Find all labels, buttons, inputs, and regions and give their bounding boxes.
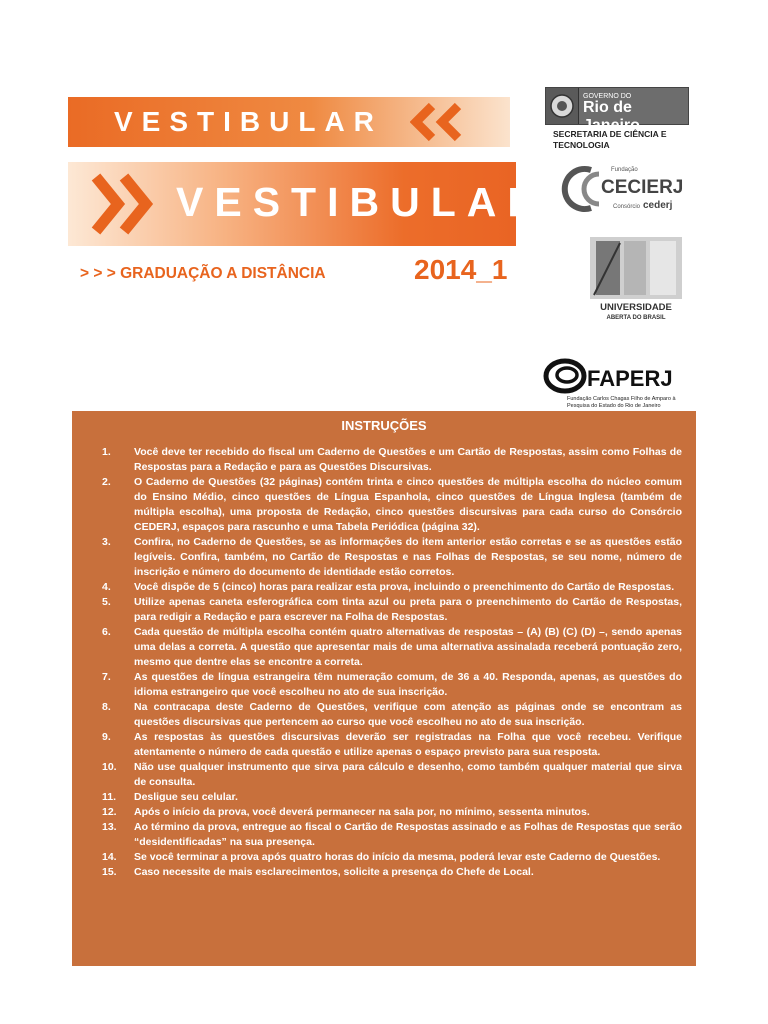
instructions-box	[72, 411, 696, 966]
instruction-item	[72, 865, 696, 880]
instructions-title: INSTRUÇÕES	[341, 418, 427, 433]
instruction-item	[72, 730, 696, 760]
instruction-item	[72, 760, 696, 790]
instruction-text: Cada questão de múltipla escolha contém quatro alternativas de respostas – (A) (B) (C) (D) –, sendo apenas uma delas a correta. A questão que apresentar mais de uma alternativa assinalada receberá pontuação zero, mesmo que dentre elas se encontre a correta.	[134, 626, 682, 668]
consorcio-text: Consórcio	[613, 204, 641, 210]
instruction-number: 9.	[102, 731, 111, 743]
state-seal-icon	[546, 88, 579, 124]
gov-big-text: Rio de Janeiro	[583, 99, 640, 134]
cederj-text: cederj	[643, 200, 673, 211]
uab-line1: UNIVERSIDADE	[600, 302, 672, 313]
gov-small-text: GOVERNO DO	[583, 93, 632, 100]
instruction-text: Confira, no Caderno de Questões, se as informações do item anterior estão corretas e se as questões estão legíveis. Confira, também, no Cartão de Respostas e nas Folhas de Respostas, se seu nome, número de inscrição e número do documento de identidade estão corretos.	[134, 536, 682, 578]
instruction-text: Não use qualquer instrumento que sirva para cálculo e desenho, como também qualquer material que sirva de consulta.	[134, 761, 682, 788]
instruction-item	[72, 670, 696, 700]
instruction-text: O Caderno de Questões (32 páginas) contém trinta e cinco questões de múltipla escolha do núcleo comum do Ensino Médio, cinco questões de Língua Espanhola, cinco questões de Língua Inglesa (também de múltipla escolha), uma proposta de Redação, cinco questões discursivas para cada curso do Consórcio CEDERJ, espaços para rascunho e uma Tabela Periódica (página 32).	[134, 476, 682, 533]
exam-year: 2014_1	[414, 254, 508, 285]
double-chevron-left-icon	[410, 101, 470, 143]
faperj-subtitle: Fundação Carlos Chagas Filho de Amparo à Pesquisa do Estado do Rio de Janeiro	[567, 396, 676, 409]
instruction-number: 5.	[102, 596, 111, 608]
instruction-text: As respostas às questões discursivas deverão ser registradas na Folha que você recebeu. Verifique atentamente o número de cada questão e utilize apenas o espaço previsto para sua resposta.	[134, 731, 682, 758]
uab-line2: ABERTA DO BRASIL	[606, 315, 666, 321]
fundacao-text: Fundação	[611, 167, 638, 173]
instruction-item	[72, 805, 696, 820]
course-subtitle: > > > GRADUAÇÃO A DISTÂNCIA	[80, 265, 326, 282]
instruction-text: Ao término da prova, entregue ao fiscal o Cartão de Respostas assinado e as Folhas de Respostas que serão “desidentificadas” na sua presença.	[134, 821, 682, 848]
governo-rj-logo	[545, 87, 689, 134]
instruction-item	[72, 790, 696, 805]
cecierj-text: CECIERJ	[601, 177, 684, 198]
instruction-item	[72, 595, 696, 625]
instruction-text: As questões de língua estrangeira têm numeração comum, de 36 a 40. Responda, apenas, as questões do idioma estrangeiro que você escolheu no ato de sua inscrição.	[134, 671, 682, 698]
instruction-number: 6.	[102, 626, 111, 638]
instruction-text: Caso necessite de mais esclarecimentos, solicite a presença do Chefe de Local.	[134, 866, 534, 878]
instruction-number: 7.	[102, 671, 111, 683]
instruction-text: Após o início da prova, você deverá permanecer na sala por, no mínimo, sessenta minutos.	[134, 806, 590, 818]
instructions-list	[72, 445, 696, 880]
uab-logo	[590, 237, 682, 323]
instruction-number: 8.	[102, 701, 111, 713]
cecierj-logo	[561, 160, 686, 218]
instruction-item	[72, 820, 696, 850]
instruction-text: Na contracapa deste Caderno de Questões, verifique com atenção as páginas onde se encontram as questões discursivas que pertencem ao curso que você escolheu no ato de sua inscrição.	[134, 701, 682, 728]
instruction-number: 3.	[102, 536, 111, 548]
instruction-number: 10.	[102, 761, 117, 773]
instruction-item	[72, 625, 696, 670]
header-banner-main	[68, 162, 548, 246]
instruction-number: 4.	[102, 581, 111, 593]
instruction-item	[72, 475, 696, 535]
double-chevron-right-icon	[90, 171, 160, 237]
instruction-text: Desligue seu celular.	[134, 791, 238, 803]
instruction-item	[72, 535, 696, 580]
instruction-item	[72, 580, 696, 595]
instruction-text: Se você terminar a prova após quatro horas do início da mesma, poderá levar este Caderno de Questões.	[134, 851, 661, 863]
instruction-number: 14.	[102, 851, 117, 863]
instruction-text: Você deve ter recebido do fiscal um Caderno de Questões e um Cartão de Respostas, assim como Folhas de Respostas para a Redação e para as Questões Discursivas.	[134, 446, 682, 473]
instruction-item	[72, 700, 696, 730]
instruction-number: 13.	[102, 821, 117, 833]
header-banner-top	[68, 97, 510, 147]
faperj-text: FAPERJ	[587, 366, 673, 391]
instruction-number: 11.	[102, 791, 117, 803]
instruction-number: 1.	[102, 446, 111, 458]
instruction-number: 15.	[102, 866, 117, 878]
instruction-text: Utilize apenas caneta esferográfica com tinta azul ou preta para o preenchimento do Cartão de Respostas, para redigir a Redação e para escrever na Folha de Respostas.	[134, 596, 682, 623]
instruction-item	[72, 850, 696, 865]
banner-top-title: VESTIBULAR	[114, 106, 383, 137]
instruction-number: 2.	[102, 476, 111, 488]
instruction-text: Você dispõe de 5 (cinco) horas para realizar esta prova, incluindo o preenchimento do Cartão de Respostas.	[134, 581, 675, 593]
secretaria-text: SECRETARIA DE CIÊNCIA E TECNOLOGIA	[553, 129, 667, 150]
instruction-item	[72, 445, 696, 475]
instruction-number: 12.	[102, 806, 117, 818]
banner-main-title: VESTIBULAR	[176, 179, 548, 225]
